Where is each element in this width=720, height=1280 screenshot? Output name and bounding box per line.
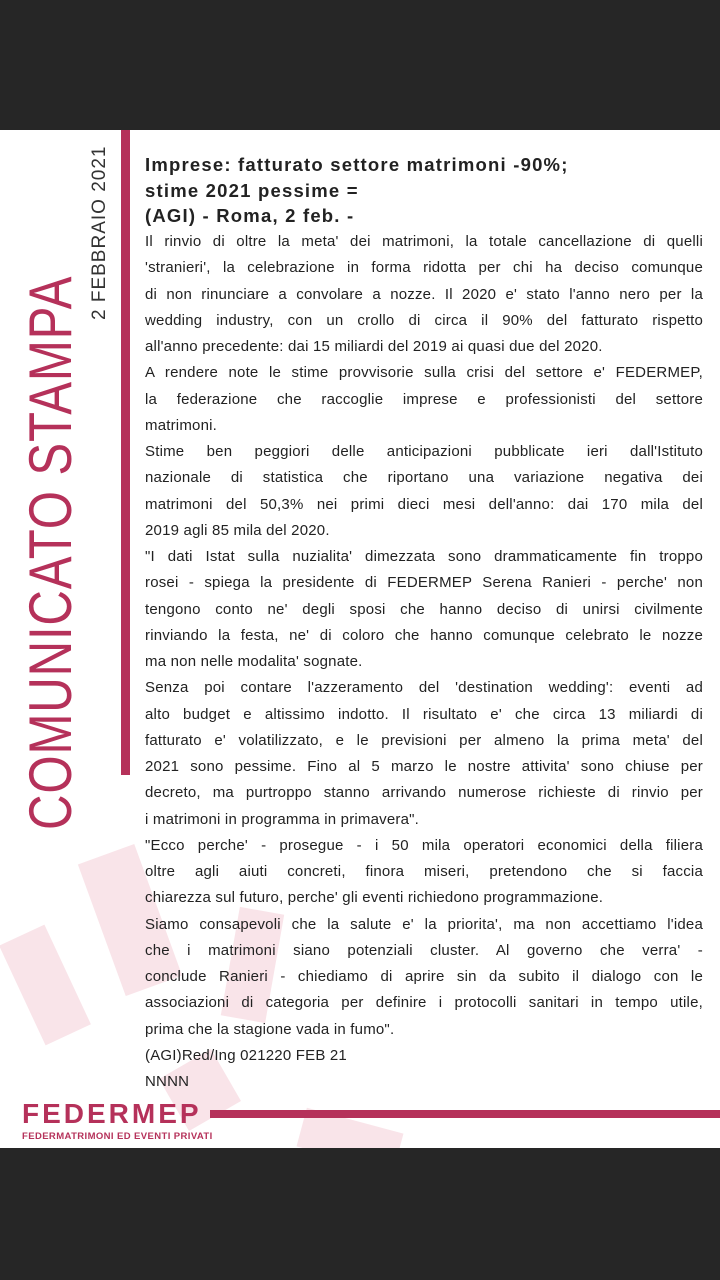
body-line: rosei - spiega la presidente di FEDERMEP Serena Ranieri - perche' non	[145, 574, 703, 592]
body-line: la federazione che raccoglie imprese e professionisti del settore	[145, 390, 703, 408]
body-line: (AGI)Red/Ing 021220 FEB 21	[145, 1046, 347, 1064]
body-line: NNNN	[145, 1073, 190, 1090]
body-line: matrimoni del 50,3% nei primi dieci mesi dell'anno: dai 170 mila del	[145, 495, 703, 513]
body-line: i matrimoni in programma in primavera".	[145, 810, 420, 828]
article-body	[145, 229, 703, 1095]
body-line: ma non nelle modalita' sognate.	[145, 653, 363, 670]
body-line: chiarezza sul futuro, perche' gli eventi richiedono programmazione.	[145, 889, 604, 907]
horizontal-divider	[210, 1110, 720, 1118]
body-line: nazionale di statistica che riportano una variazione negativa dei	[145, 469, 703, 487]
body-line: tengono conto ne' degli sposi che hanno deciso di unirsi civilmente	[145, 600, 703, 618]
headline-line: stime 2021 pessime =	[145, 179, 359, 201]
logo-subtitle: FEDERMATRIMONI ED EVENTI PRIVATI	[22, 1131, 213, 1142]
logo-name: FEDERMEP	[22, 1098, 202, 1129]
body-line: rinviando la festa, ne' di coloro che hanno comunque celebrato le nozze	[145, 626, 703, 644]
body-line: prima che la stagione vada in fumo".	[145, 1020, 395, 1038]
body-line: di non rinunciare a convolare a nozze. Il 2020 e' stato l'anno nero per la	[145, 285, 703, 303]
federmep-logo	[22, 1100, 213, 1142]
body-line: 2019 agli 85 mila del 2020.	[145, 521, 330, 539]
headline	[145, 152, 703, 229]
background-decoration	[0, 925, 91, 1046]
body-line: che i matrimoni siano potenziali cluster. Al governo che verra' -	[145, 941, 703, 959]
body-line: "I dati Istat sulla nuzialita' dimezzata sono drammaticamente fin troppo	[145, 548, 703, 565]
body-line: Il rinvio di oltre la meta' dei matrimoni, la totale cancellazione di quelli	[145, 233, 703, 250]
body-line: Siamo consapevoli che la salute e' la priorita', ma non accettiamo l'idea	[145, 915, 703, 933]
body-line: A rendere note le stime provvisorie sulla crisi del settore e' FEDERMEP,	[145, 364, 703, 382]
headline-line: (AGI) - Roma, 2 feb. -	[145, 205, 355, 226]
article	[145, 152, 703, 1095]
body-line: 'stranieri', la celebrazione in forma ridotta per chi ha deciso comunque	[145, 259, 703, 277]
press-release-card	[0, 130, 720, 1148]
body-line: matrimoni.	[145, 416, 218, 434]
body-line: 2021 sono pessime. Fino al 5 marzo le nostre attivita' sono chiuse per	[145, 758, 703, 775]
vertical-title: COMUNICATO STAMPA	[17, 275, 84, 830]
body-line: associazioni di categoria per definire i protocolli sanitari in tempo utile,	[145, 994, 703, 1012]
vertical-divider	[121, 130, 130, 775]
headline-line: Imprese: fatturato settore matrimoni -90%;	[145, 154, 569, 175]
body-line: decreto, ma purtroppo stanno arrivando numerose richieste di rinvio per	[145, 784, 703, 802]
body-line: "Ecco perche' - prosegue - i 50 mila operatori economici della filiera	[145, 836, 703, 854]
body-line: wedding industry, con un crollo di circa il 90% del fatturato rispetto	[145, 311, 703, 329]
body-line: alto budget e altissimo indotto. Il risultato e' che circa 13 miliardi di	[145, 705, 703, 723]
body-line: oltre agli aiuti concreti, finora miseri, pretendono che si faccia	[145, 863, 703, 880]
body-line: fatturato e' volatilizzato, e le previsioni per almeno la prima meta' del	[145, 731, 703, 749]
body-line: Senza poi contare l'azzeramento del 'destination wedding': eventi ad	[145, 679, 703, 697]
body-line: all'anno precedente: dai 15 miliardi del 2019 ai quasi due del 2020.	[145, 338, 603, 355]
body-line: Stime ben peggiori delle anticipazioni pubblicate ieri dall'Istituto	[145, 443, 703, 460]
vertical-date: 2 FEBBRAIO 2021	[89, 145, 110, 320]
body-line: conclude Ranieri - chiediamo di aprire sin da subito il dialogo con le	[145, 968, 703, 985]
